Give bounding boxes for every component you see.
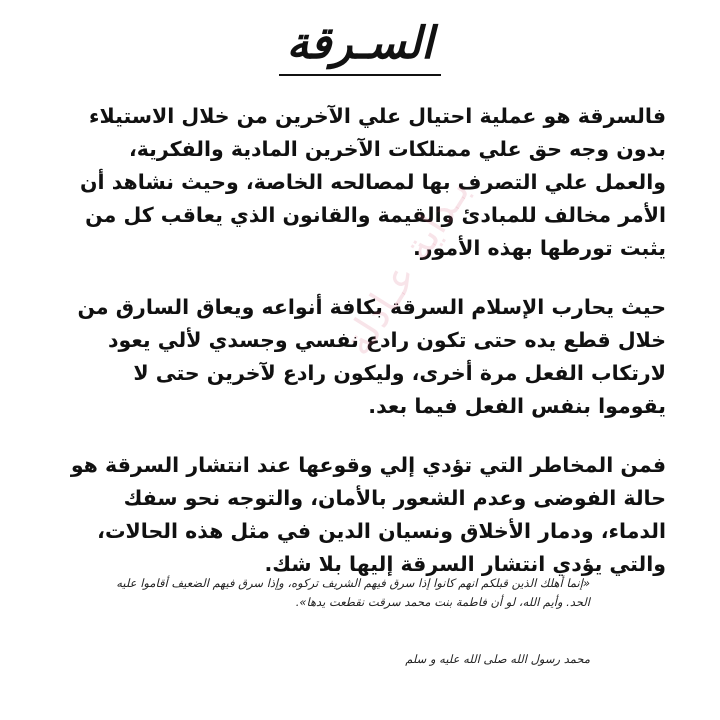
title-block [0,14,720,76]
article-body [62,100,666,607]
paragraph-islam-punishment: حيث يحارب الإسلام السرقة بكافة أنواعه ويعاق السارق من خلال قطع يده حتى تكون رادع نفسي وجسدي لألي يعود لارتكاب الفعل مرة أخرى، وليكون رادع لآخرين حتى لا يقوموا بنفس الفعل فيما بعد. [77,295,666,418]
watermark: بـداية عـادلة [334,170,480,364]
page-title: السـرقة [279,14,442,76]
quote-attribution: محمد رسول الله صلى الله عليه و سلم [405,652,590,666]
hadith-quote: «إنما أهلك الذين قبلكم انهم كانوا إذا سرق فيهم الشريف تركوه، وإذا سرق فيهم الضعيف أقاموا عليه الحد. وأيم الله، لو أن فاطمة بنت محمد سرقت نقطعت يدها». [116,576,590,609]
paragraph-definition: فالسرقة هو عملية احتيال علي الآخرين من خلال الاستيلاء بدون وجه حق علي ممتلكات الآخرين المادية والفكرية، والعمل علي التصرف بها لمصالحه الخاصة، وحيث نشاهد أن الأمر مخالف للمبادئ والقيمة والقانون الذي يعاقب كل من يثبت تورطها بهذه الأمور. [80,104,666,260]
paragraph-dangers: فمن المخاطر التي تؤدي إلي وقوعها عند انتشار السرقة هو حالة الفوضى وعدم الشعور بالأمان، والتوجه نحو سفك الدماء، ودمار الأخلاق ونسيان الدين في مثل هذه الحالات، والتي يؤدي انتشار السرقة إليها بلا شك. [70,453,666,576]
